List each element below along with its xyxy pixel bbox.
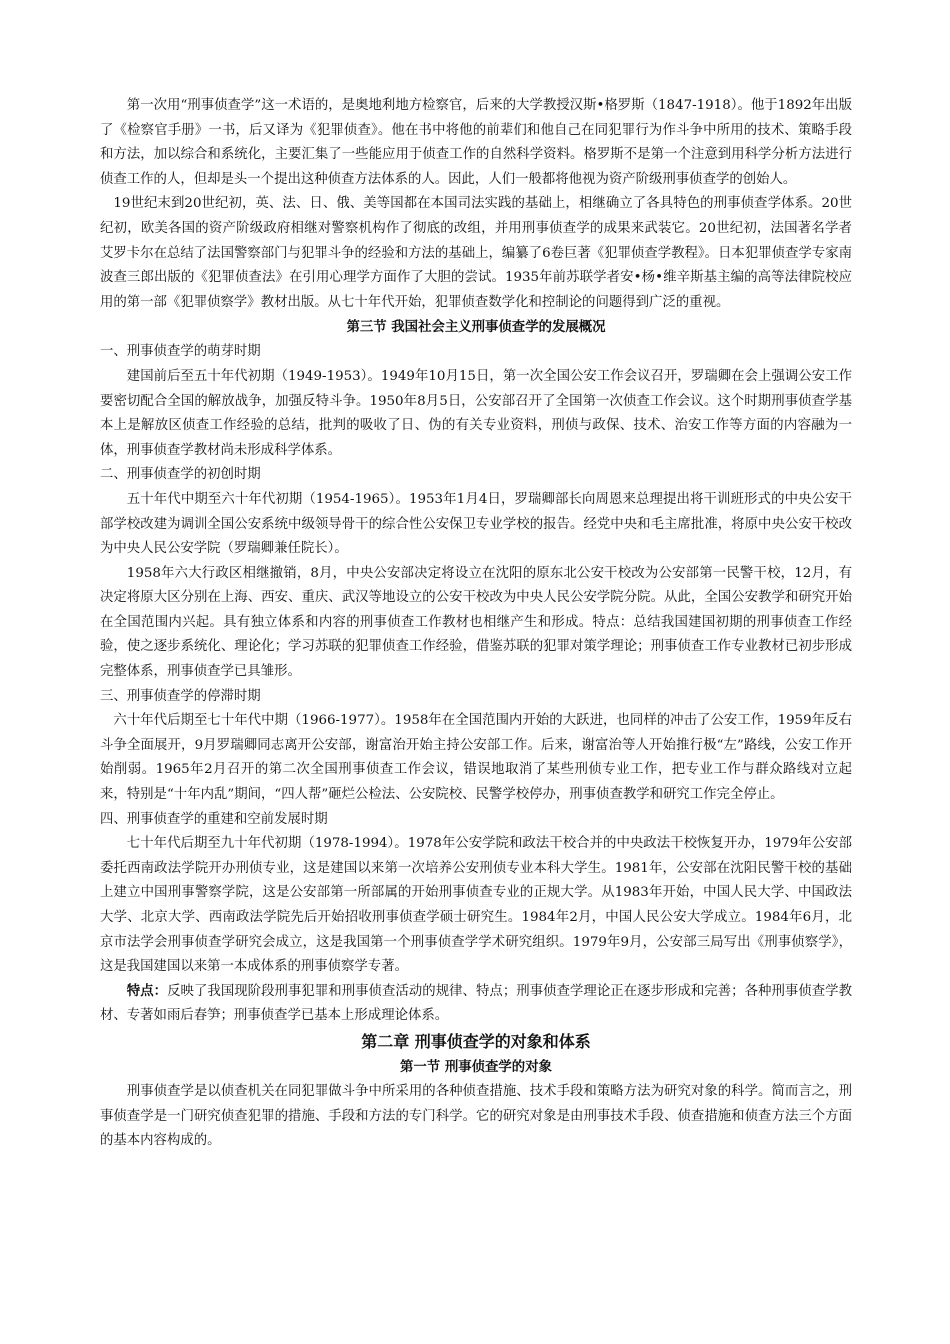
chapter-2-section-1-text: 刑事侦查学是以侦查机关在同犯罪做斗争中所采用的各种侦查措施、技术手段和策略方法为研究对象的科学。简而言之，刑事侦查学是一门研究侦查犯罪的措施、手段和方法的专门科学。它的研究对象是由刑事技术手段、侦查措施和侦查方法三个方面的基本内容构成的。: [100, 1083, 852, 1149]
period-4-heading: 四、刑事侦查学的重建和空前发展时期: [100, 811, 328, 827]
history-paragraph-gross: 第一次用“刑事侦查学”这一术语的，是奥地利地方检察官，后来的大学教授汉斯•格罗斯（1847-1918）。他于1892年出版了《检察官手册》一书，后又译为《犯罪侦查》。他在书中将他的前辈们和他自己在同犯罪行为作斗争中所用的技术、策略手段和方法，加以综合和系统化，主要汇集了一些能应用于侦查工作的自然科学资料。格罗斯不是第一个注意到用科学分析方法进行侦查工作的人，但却是头一个提出这种侦查方法体系的人。因此，人们一般都将他视为资产阶级刑事侦查学的创始人。: [100, 98, 852, 187]
period-4-text: 七十年代后期至九十年代初期（1978-1994）。1978年公安学院和政法干校合并的中央政法干校恢复开办，1979年公安部委托西南政法学院开办刑侦专业，这是建国以来第一次培养公安刑侦专业本科大学生。1981年，公安部在沈阳民警干校的基础上建立中国刑事警察学院，这是公安部第一所部属的开始刑事侦查专业的正规大学。从1983年开始，中国人民大学、中国政法大学、北京大学、西南政法学院先后开始招收刑事侦查学硕士研究生。1984年2月，中国人民公安大学成立。1984年6月，北京市法学会刑事侦查学研究会成立，这是我国第一个刑事侦查学学术研究组织。1979年9月，公安部三局写出《刑事侦察学》，这是我国建国以来第一本成体系的刑事侦察学专著。: [100, 836, 852, 975]
period-1-text: 建国前后至五十年代初期（1949-1953）。1949年10月15日，第一次全国公安工作会议召开，罗瑞卿在会上强调公安工作要密切配合全国的解放战争，加强反特斗争。1950年8月5日，公安部召开了全国第一次侦查工作会议。这个时期刑事侦查学基本上是解放区侦查工作经验的总结，批判的吸收了日、伪的有关专业资料，刑侦与政保、技术、治安工作等方面的内容融为一体，刑事侦查学教材尚未形成科学体系。: [100, 368, 852, 458]
chapter-2-section-1-title: 第一节 刑事侦查学的对象: [400, 1059, 552, 1075]
features-text: 反映了我国现阶段刑事犯罪和刑事侦查活动的规律、特点；刑事侦查学理论正在逐步形成和完善；各种刑事侦查学教材、专著如雨后春笋；刑事侦查学已基本上形成理论体系。: [100, 983, 853, 1024]
period-3-heading: 三、刑事侦查学的停滞时期: [100, 688, 261, 704]
history-paragraph-20th-century: 19世纪末到20世纪初，英、法、日、俄、美等国都在本国司法实践的基础上，相继确立了各具特色的刑事侦查学体系。20世纪初，欧美各国的资产阶级政府相继对警察机构作了彻底的改组，并用刑事侦查学的成果来武装它。20世纪初，法国著名学者艾罗卡尔在总结了法国警察部门与犯罪斗争的经验和方法的基础上，编纂了6卷巨著《犯罪侦查学教程》。日本犯罪侦查学专家南波查三郎出版的《犯罪侦查法》在引用心理学方面作了大胆的尝试。1935年前苏联学者安•杨•维辛斯基主编的高等法律院校应用的第一部《犯罪侦察学》教材出版。从七十年代开始，犯罪侦查数学化和控制论的问题得到广泛的重视。: [100, 196, 852, 310]
document-page: [100, 94, 852, 1154]
period-3-text: 六十年代后期至七十年代中期（1966-1977）。1958年在全国范围内开始的大跃进，也同样的冲击了公安工作，1959年反右斗争全面展开，9月罗瑞卿同志离开公安部，谢富治开始主持公安部工作。后来，谢富治等人开始推行极“左”路线，公安工作开始削弱。1965年2月召开的第二次全国刑事侦查工作会议，错误地取消了某些刑侦专业工作，把专业工作与群众路线对立起来，特别是“十年内乱”期间，“四人帮”砸烂公检法、公安院校、民警学校停办，刑事侦查教学和研究工作完全停止。: [100, 713, 853, 803]
period-2-text-2: 1958年六大行政区相继撤销，8月，中央公安部决定将设立在沈阳的原东北公安干校改为公安部第一民警干校，12月，有决定将原大区分别在上海、西安、重庆、武汉等地设立的公安干校改为中央人民公安学院分院。从此，全国公安教学和研究开始在全国范围内兴起。具有独立体系和内容的刑事侦查工作教材也相继产生和形成。特点：总结我国建国初期的刑事侦查工作经验，使之逐步系统化、理论化；学习苏联的犯罪侦查工作经验，借鉴苏联的犯罪对策学理论；刑事侦查工作专业教材已初步形成完整体系，刑事侦查学已具雏形。: [100, 565, 852, 680]
section-3-title: 第三节 我国社会主义刑事侦查学的发展概况: [346, 320, 606, 336]
period-2-heading: 二、刑事侦查学的初创时期: [100, 467, 261, 483]
period-1-heading: 一、刑事侦查学的萌芽时期: [100, 344, 261, 360]
features-label: 特点：: [126, 983, 168, 999]
period-2-text-1: 五十年代中期至六十年代初期（1954-1965）。1953年1月4日，罗瑞卿部长向周恩来总理提出将干训班形式的中央公安干部学校改建为调训全国公安系统中级领导骨干的综合性公安保卫专业学校的报告。经党中央和毛主席批准，将原中央公安干校改为中央人民公安学院（罗瑞卿兼任院长）。: [100, 491, 852, 557]
period-4-features: [100, 980, 852, 1029]
chapter-2-title: 第二章 刑事侦查学的对象和体系: [361, 1031, 591, 1051]
